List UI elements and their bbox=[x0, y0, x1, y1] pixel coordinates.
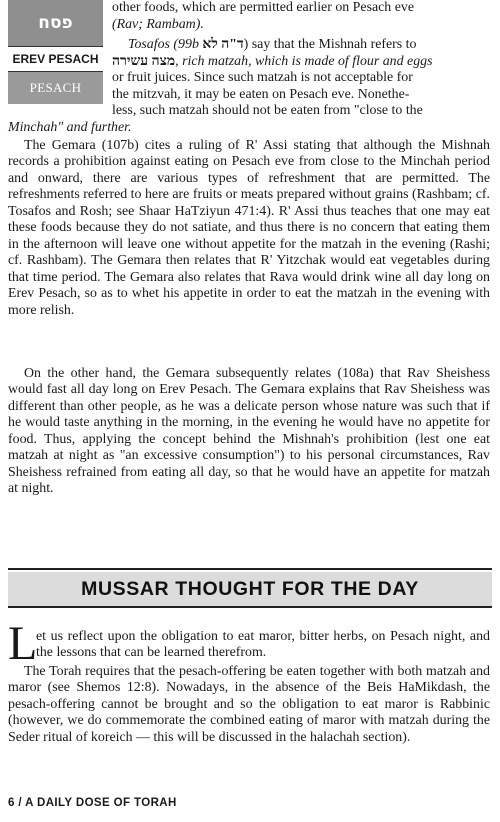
side-tab-pesach: PESACH bbox=[8, 72, 103, 104]
para1-line8: Minchah" and further. bbox=[8, 120, 132, 135]
drop-cap: L bbox=[8, 617, 38, 670]
para1-line2: (Rav; Rambam). bbox=[112, 17, 204, 32]
section-title: MUSSAR THOUGHT FOR THE DAY bbox=[8, 572, 492, 606]
side-tab-hebrew: פסח bbox=[8, 0, 103, 46]
paragraph-gemara-r-assi: The Gemara (107b) cites a ruling of R' Assi stating that although the Mishnah records a prohibition against eating on Pesach eve from close to the Minchah period and onward, there are various types of refreshment that are permitted. The refreshments referred to here are fruits or meats prepared without grains (Rashbam; cf. Tosafos and Rosh; see Shaar HaTziyun 471:4). R' Assi thus teaches that one may eat these foods because they do not satiate, and thus there is no concern that eating them in the afternoon will leave one without appetite for the matzah in the evening (Rashi; cf. Rashbam). The Gemara then relates that R' Yitzchak would eat vegetables during that time period. The Gemara also relates that Rava would drink wine all day long on Erev Pesach, so as to whet his appetite in order to eat the matzah in the evening with more relish. bbox=[8, 138, 490, 318]
section-rule-top bbox=[8, 568, 492, 570]
para1-line1: other foods, which are permitted earlier on Pesach eve bbox=[112, 0, 414, 15]
para1-line3: Tosafos (99b ד"ה לא) say that the Mishnah refers to bbox=[128, 37, 417, 52]
section-rule-bottom bbox=[8, 606, 492, 608]
page-footer: 6 / A DAILY DOSE OF TORAH bbox=[8, 797, 177, 809]
side-tab bbox=[8, 0, 103, 104]
para1-line5: or fruit juices. Since such matzah is not acceptable for bbox=[112, 70, 413, 85]
side-tab-erev-pesach: EREV PESACH bbox=[8, 46, 103, 72]
mussar-paragraph-2: The Torah requires that the pesach-offering be eaten together with both matzah and maror (see Shemos 12:8). Nowadays, in the absence of the Beis HaMikdash, the pesach-offering cannot be brought and so the obligation to eat maror is Rabbinic (however, we do commemorate the combined eating of maror with matzah during the Seder ritual of koreich — this will be discussed in the halachah section). bbox=[8, 664, 490, 745]
paragraph-rav-sheishess: On the other hand, the Gemara subsequently relates (108a) that Rav Sheishess would fast all day long on Erev Pesach. The Gemara explains that Rav Sheishess was different than other people, as he was a delicate person whose nature was such that if he would taste anything in the morning, in the evening he would have no appetite for food. Thus, applying the concept behind the Mishnah's prohibition (lest one eat matzah at night as "an excessive consumption") to his personal circumstances, Rav Sheishess refrained from eating all day, so that he would have an appetite for matzah at night. bbox=[8, 366, 490, 497]
para1-line4: מצה עשירה, rich matzah, which is made of flour and eggs bbox=[112, 54, 433, 69]
mussar-paragraph-1: et us reflect upon the obligation to eat maror, bitter herbs, on Pesach night, and the lessons that can be learned therefrom. bbox=[36, 629, 490, 661]
para1-line6: the mitzvah, it may be eaten on Pesach eve. Nonethe- bbox=[112, 87, 410, 102]
para1-line7: less, such matzah should not be eaten from "close to the bbox=[112, 103, 423, 118]
